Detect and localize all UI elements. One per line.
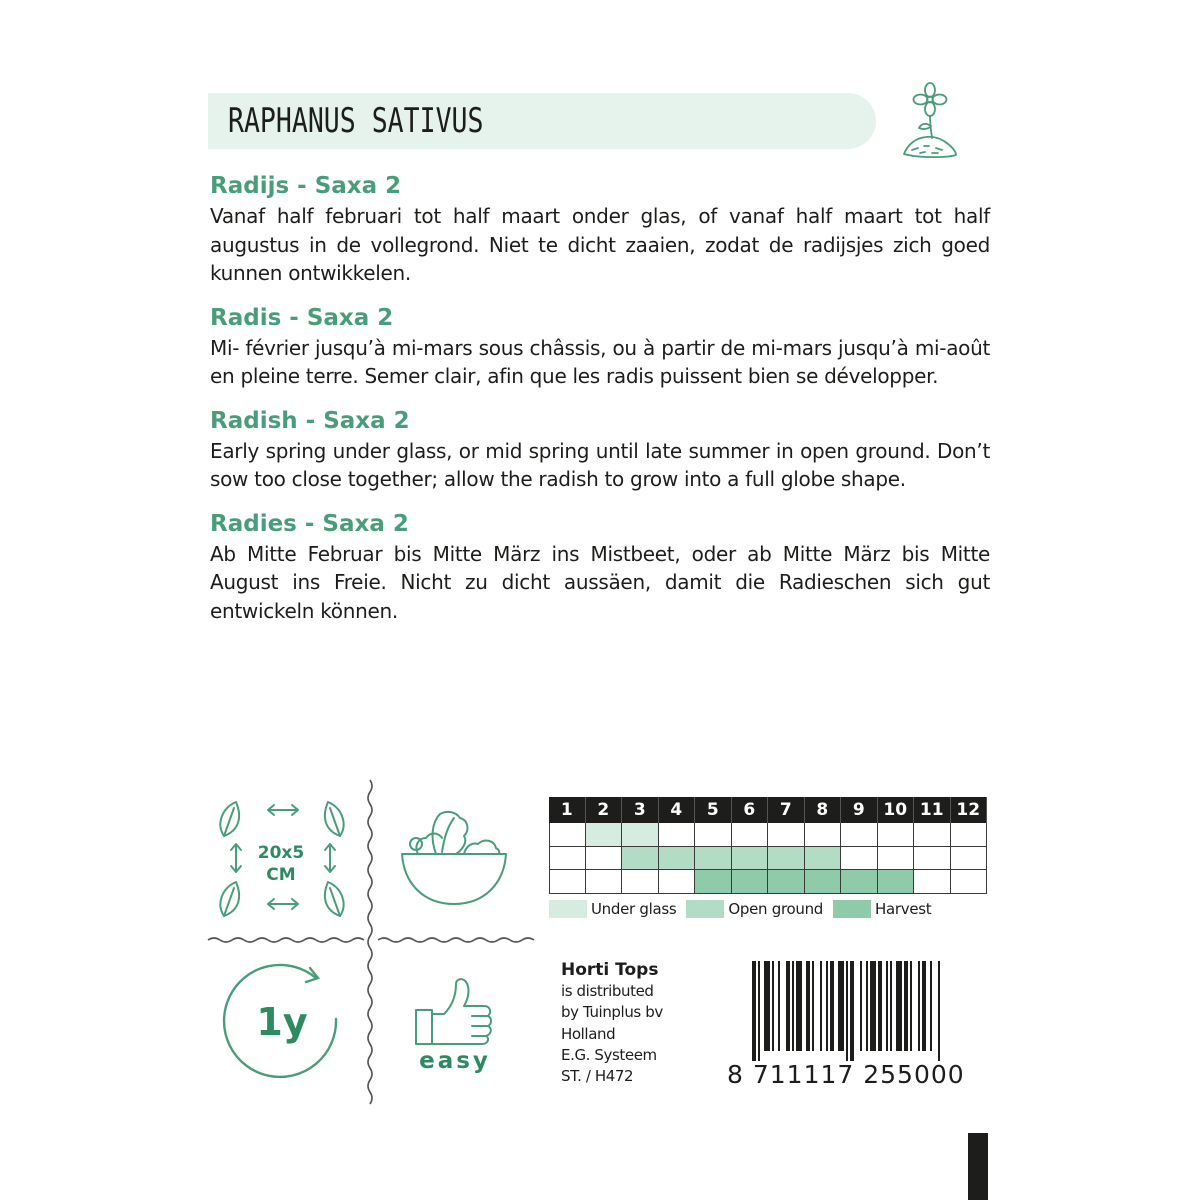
calendar-cell <box>586 823 623 847</box>
calendar-cell <box>586 847 623 871</box>
barcode-bar <box>866 961 868 1051</box>
calendar-cell <box>659 847 696 871</box>
month-label: 3 <box>622 797 659 823</box>
barcode-bar <box>806 961 810 1051</box>
cut-mark <box>968 1133 988 1200</box>
lifecycle-label: 1y <box>256 1000 308 1044</box>
legend-label: Open ground <box>728 900 823 918</box>
calendar-cell <box>768 870 805 894</box>
sowing-calendar <box>549 797 987 894</box>
barcode-bar <box>904 961 908 1051</box>
calendar-cell <box>549 870 586 894</box>
distributor-line: ST. / H472 <box>561 1067 634 1086</box>
calendar-cell <box>768 823 805 847</box>
barcode-bar <box>752 961 756 1061</box>
calendar-row <box>549 847 987 871</box>
calendar-cell <box>951 823 988 847</box>
calendar-cell <box>951 847 988 871</box>
barcode <box>752 961 990 1061</box>
barcode-bar <box>918 961 920 1051</box>
distributor-name: Horti Tops <box>561 960 659 980</box>
calendar-cell <box>732 823 769 847</box>
calendar-cell <box>878 847 915 871</box>
distributor-line: E.G. Systeem <box>561 1045 657 1064</box>
calendar-cell <box>622 870 659 894</box>
legend-swatch-open-ground <box>686 900 724 918</box>
barcode-bar <box>812 961 814 1051</box>
barcode-bar <box>792 961 794 1051</box>
calendar-cell <box>549 847 586 871</box>
barcode-bar <box>890 961 892 1051</box>
barcode-bar <box>846 961 848 1061</box>
barcode-bar <box>826 961 828 1051</box>
section-text: Mi- février jusqu’à mi-mars sous châssis, ou à partir de mi-mars jusqu’à mi-août en pleine terre. Semer clair, afin que les radis puissent bien se développer. <box>210 335 990 388</box>
calendar-months <box>549 797 987 823</box>
month-label: 5 <box>695 797 732 823</box>
calendar-cell <box>805 823 842 847</box>
barcode-bar <box>772 961 774 1051</box>
calendar-cell <box>878 823 915 847</box>
calendar-cell <box>732 870 769 894</box>
calendar-cell <box>841 847 878 871</box>
section-text: Vanaf half februari tot half maart onder glas, of vanaf half maart tot half augustus in de vollegrond. Niet te dicht zaaien, zodat de radijsjes zich goed kunnen ontwikkelen. <box>210 204 990 285</box>
barcode-bar <box>860 961 862 1051</box>
barcode-bar <box>938 961 940 1061</box>
distributor-line: Holland <box>561 1024 616 1043</box>
legend-label: Harvest <box>875 900 932 918</box>
calendar-cell <box>586 870 623 894</box>
barcode-bar <box>896 961 902 1051</box>
month-label: 1 <box>549 797 586 823</box>
barcode-bar <box>910 961 912 1051</box>
month-label: 9 <box>841 797 878 823</box>
calendar-cell <box>878 870 915 894</box>
barcode-bar <box>878 961 882 1051</box>
calendar-legend <box>549 900 941 918</box>
calendar-cell <box>805 870 842 894</box>
month-label: 6 <box>732 797 769 823</box>
calendar-row <box>549 823 987 847</box>
barcode-bar <box>850 961 854 1061</box>
calendar-cell <box>659 823 696 847</box>
barcode-number: 8 711117 255000 <box>727 1060 965 1089</box>
calendar-cell <box>695 847 732 871</box>
section-title: Radish - Saxa 2 <box>210 407 410 434</box>
barcode-bar <box>820 961 822 1051</box>
spacing-value: 20x5 <box>257 843 305 863</box>
barcode-bar <box>764 961 770 1051</box>
distributor-line: by Tuinplus bv <box>561 1003 663 1022</box>
distributor-line: is distributed <box>561 982 654 1000</box>
month-label: 11 <box>914 797 951 823</box>
barcode-bar <box>838 961 844 1051</box>
calendar-cell <box>768 847 805 871</box>
barcode-bar <box>830 961 834 1051</box>
calendar-cell <box>914 847 951 871</box>
barcode-bar <box>778 961 780 1051</box>
section-title: Radis - Saxa 2 <box>210 304 394 331</box>
section-text: Early spring under glass, or mid spring until late summer in open ground. Don’t sow too close together; allow the radish to grow into a full globe shape. <box>210 438 990 491</box>
calendar-cell <box>914 823 951 847</box>
barcode-bar <box>922 961 926 1051</box>
barcode-bar <box>870 961 876 1051</box>
month-label: 12 <box>951 797 988 823</box>
month-label: 8 <box>805 797 842 823</box>
calendar-rows <box>549 823 987 894</box>
month-label: 4 <box>659 797 696 823</box>
calendar-cell <box>659 870 696 894</box>
barcode-bar <box>758 961 760 1061</box>
calendar-cell <box>695 870 732 894</box>
section-title: Radies - Saxa 2 <box>210 510 409 537</box>
calendar-cell <box>732 847 769 871</box>
distributor-info <box>561 959 721 1087</box>
barcode-bar <box>796 961 802 1051</box>
calendar-cell <box>622 823 659 847</box>
calendar-cell <box>951 870 988 894</box>
calendar-cell <box>914 870 951 894</box>
month-label: 10 <box>878 797 915 823</box>
spacing-label <box>250 842 312 886</box>
section-text: Ab Mitte Februar bis Mitte März ins Mistbeet, oder ab Mitte März bis Mitte August ins Freie. Nicht zu dicht aussäen, damit die Radieschen sich gut entwickeln können. <box>210 541 990 623</box>
legend-swatch-under-glass <box>549 900 587 918</box>
section-title: Radijs - Saxa 2 <box>210 173 402 199</box>
barcode-bar <box>886 961 888 1051</box>
legend-label: Under glass <box>591 900 677 918</box>
legend-swatch-harvest <box>833 900 871 918</box>
calendar-cell <box>805 847 842 871</box>
calendar-cell <box>841 870 878 894</box>
barcode-bar <box>930 961 932 1051</box>
calendar-cell <box>841 823 878 847</box>
barcode-bar <box>786 961 790 1051</box>
spacing-unit: CM <box>266 865 296 885</box>
month-label: 2 <box>586 797 623 823</box>
calendar-cell <box>622 847 659 871</box>
difficulty-label: easy <box>419 1048 491 1074</box>
species-title: RAPHANUS SATIVUS <box>228 101 484 141</box>
thumbs-up-icon <box>412 976 496 1048</box>
calendar-row <box>549 870 987 894</box>
salad-bowl-icon <box>398 802 510 912</box>
calendar-cell <box>695 823 732 847</box>
month-label: 7 <box>768 797 805 823</box>
calendar-cell <box>549 823 586 847</box>
